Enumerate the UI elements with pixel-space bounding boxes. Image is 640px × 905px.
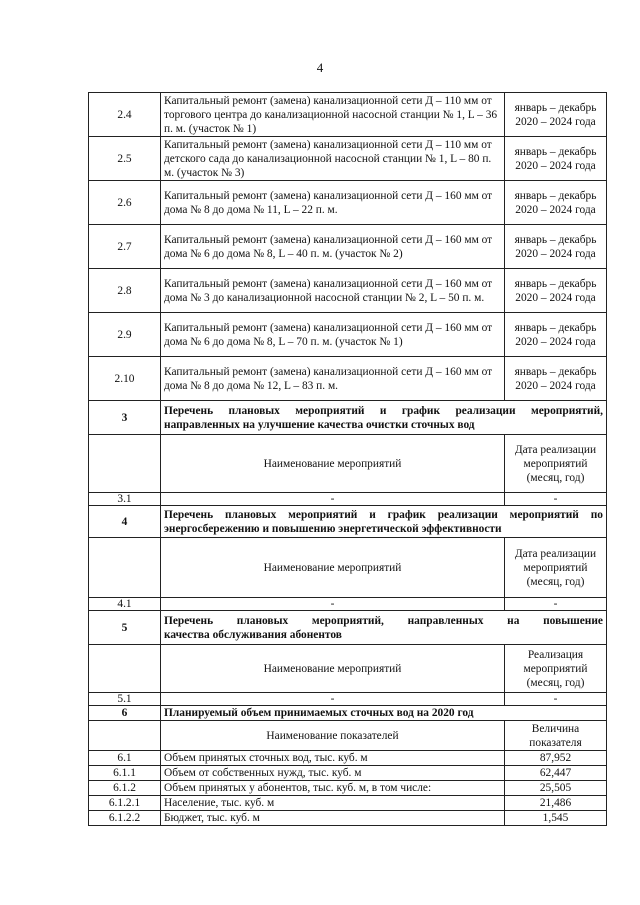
measure-date: - (505, 598, 607, 611)
measure-date: январь – декабрь 2020 – 2024 года (505, 93, 607, 137)
table-row (89, 93, 607, 137)
table-row (89, 181, 607, 225)
indicator-name: Объем принятых у абонентов, тыс. куб. м, в том числе: (161, 781, 505, 796)
section-header (89, 611, 607, 645)
row-number: 6.1.2 (89, 781, 161, 796)
row-number: 2.5 (89, 137, 161, 181)
section-header (89, 506, 607, 538)
column-header-name: Наименование мероприятий (161, 645, 505, 693)
section-title (161, 401, 607, 435)
section-title-line: энергосбережению и повышению энергетической эффективности (164, 522, 502, 535)
row-number: 2.4 (89, 93, 161, 137)
measure-name: Капитальный ремонт (замена) канализационной сети Д – 160 мм от дома № 8 до дома № 12, L – 83 п. м. (161, 357, 505, 401)
table-row (89, 313, 607, 357)
empty-cell (89, 538, 161, 598)
measure-name: Капитальный ремонт (замена) канализационной сети Д – 160 мм от дома № 6 до дома № 8, L – 70 п. м. (участок № 1) (161, 313, 505, 357)
row-number: 2.9 (89, 313, 161, 357)
table-row (89, 766, 607, 781)
table-row (89, 598, 607, 611)
section-header (89, 401, 607, 435)
section-number: 4 (89, 506, 161, 538)
column-header-row (89, 645, 607, 693)
measures-table (88, 92, 607, 826)
indicator-name: Бюджет, тыс. куб. м (161, 811, 505, 826)
section-number: 3 (89, 401, 161, 435)
section-title-line: Перечень плановых мероприятий и график реализации мероприятий, (164, 404, 603, 417)
measure-name: Капитальный ремонт (замена) канализационной сети Д – 160 мм от дома № 8 до дома № 11, L – 22 п. м. (161, 181, 505, 225)
column-header-row (89, 538, 607, 598)
column-header-name: Наименование мероприятий (161, 538, 505, 598)
indicator-name: Объем от собственных нужд, тыс. куб. м (161, 766, 505, 781)
indicator-value: 62,447 (505, 766, 607, 781)
column-header-date: Дата реализации мероприятий (месяц, год) (505, 538, 607, 598)
table-row (89, 269, 607, 313)
column-header-value: Величина показателя (505, 721, 607, 751)
column-header-row (89, 721, 607, 751)
measure-name: - (161, 598, 505, 611)
section-header (89, 706, 607, 721)
measure-date: январь – декабрь 2020 – 2024 года (505, 225, 607, 269)
section-title (161, 611, 607, 645)
section-number: 6 (89, 706, 161, 721)
measure-date: январь – декабрь 2020 – 2024 года (505, 181, 607, 225)
section-number: 5 (89, 611, 161, 645)
section-title (161, 506, 607, 538)
row-number: 2.7 (89, 225, 161, 269)
indicator-value: 21,486 (505, 796, 607, 811)
row-number: 6.1.2.2 (89, 811, 161, 826)
column-header-row (89, 435, 607, 493)
row-number: 2.6 (89, 181, 161, 225)
column-header-date: Дата реализации мероприятий (месяц, год) (505, 435, 607, 493)
row-number: 3.1 (89, 493, 161, 506)
empty-cell (89, 645, 161, 693)
section-title-line: направленных на улучшение качества очистки сточных вод (164, 418, 475, 431)
measure-name: - (161, 693, 505, 706)
page-number: 4 (316, 60, 324, 75)
table-row (89, 225, 607, 269)
row-number: 5.1 (89, 693, 161, 706)
row-number: 2.10 (89, 357, 161, 401)
table-row (89, 137, 607, 181)
measure-date: январь – декабрь 2020 – 2024 года (505, 313, 607, 357)
measure-name: Капитальный ремонт (замена) канализационной сети Д – 110 мм от детского сада до канализационной насосной станции № 1, L – 80 п. м. (участок № 3) (161, 137, 505, 181)
measure-date: январь – декабрь 2020 – 2024 года (505, 269, 607, 313)
table-row (89, 693, 607, 706)
measure-date: - (505, 693, 607, 706)
empty-cell (89, 721, 161, 751)
table-row (89, 751, 607, 766)
indicator-value: 25,505 (505, 781, 607, 796)
row-number: 6.1 (89, 751, 161, 766)
table-row (89, 493, 607, 506)
column-header-name: Наименование мероприятий (161, 435, 505, 493)
indicator-name: Объем принятых сточных вод, тыс. куб. м (161, 751, 505, 766)
indicator-name: Население, тыс. куб. м (161, 796, 505, 811)
indicator-value: 1,545 (505, 811, 607, 826)
measure-name: - (161, 493, 505, 506)
section-title: Планируемый объем принимаемых сточных вод на 2020 год (161, 706, 607, 721)
table-row (89, 357, 607, 401)
table-row (89, 781, 607, 796)
measure-date: январь – декабрь 2020 – 2024 года (505, 137, 607, 181)
measure-date: январь – декабрь 2020 – 2024 года (505, 357, 607, 401)
column-header-name: Наименование показателей (161, 721, 505, 751)
section-title-line: качества обслуживания абонентов (164, 628, 342, 641)
section-title-line: Перечень плановых мероприятий, направленных на повышение (164, 614, 603, 627)
indicator-value: 87,952 (505, 751, 607, 766)
section-title-line: Перечень плановых мероприятий и график реализации мероприятий по (164, 508, 603, 521)
measure-name: Капитальный ремонт (замена) канализационной сети Д – 160 мм от дома № 6 до дома № 8, L – 40 п. м. (участок № 2) (161, 225, 505, 269)
table-row (89, 811, 607, 826)
column-header-date: Реализация мероприятий (месяц, год) (505, 645, 607, 693)
row-number: 2.8 (89, 269, 161, 313)
empty-cell (89, 435, 161, 493)
row-number: 6.1.2.1 (89, 796, 161, 811)
measure-name: Капитальный ремонт (замена) канализационной сети Д – 110 мм от торгового центра до канализационной насосной станции № 1, L – 36 п. м. (участок № 1) (161, 93, 505, 137)
table-row (89, 796, 607, 811)
row-number: 6.1.1 (89, 766, 161, 781)
measure-date: - (505, 493, 607, 506)
row-number: 4.1 (89, 598, 161, 611)
measure-name: Капитальный ремонт (замена) канализационной сети Д – 160 мм от дома № 3 до канализационной насосной станции № 2, L – 50 п. м. (161, 269, 505, 313)
